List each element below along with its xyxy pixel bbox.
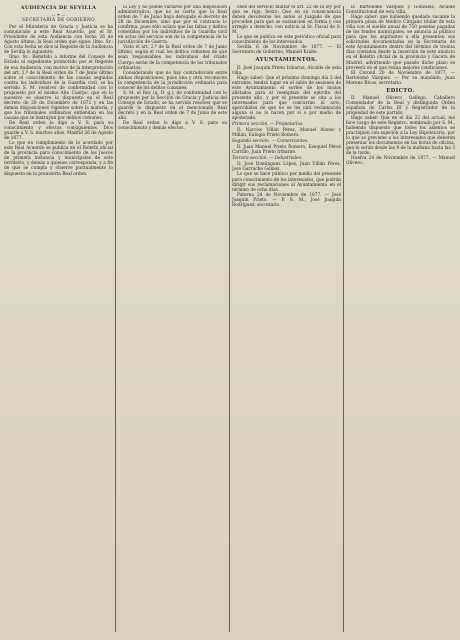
paragraph: la Ley y no puede variarse por una disposición administrativa; que no es cierto que la Real orden de 7 de Junio haya derogado el decreto de 28 de Diciembre, sino que por el contrario lo confirma, pues sólo aclara que las faltas y delitos cometidos por los individuos de la Guardia civil en actos del servicio son de la competencia de la jurisdicción de Guerra. bbox=[118, 5, 227, 46]
section-subheader: SECRETARÍA DE GOBIERNO bbox=[21, 18, 96, 24]
section-title-edicto: EDICTO. bbox=[386, 87, 415, 94]
paragraph: Visto el art. 2.º de la Real orden de 7 de Junio último, según el cual los delitos comunes de que sean responsables los individuos del citado Cuerpo serán de la competencia de los tribunales ordinarios; bbox=[118, 45, 227, 71]
section-header: AUDIENCIA DE SEVILLA bbox=[20, 5, 97, 11]
paragraph: De Real orden lo digo a V. S. para su conocimiento y efectos consiguientes. Dios guarde a V. S. muchos años. Madrid 26 de Agosto de 1877. bbox=[4, 121, 113, 142]
notice-body: Hago saber: que habiendo quedado vacante la primera plaza de Médico Cirujano titular de esta villa con el sueldo anual de 750 pesetas pagadas de los fondos municipales, se anuncia al público para que los aspirantes a ella presenten sus solicitudes documentadas en la Secretaría de este Ayuntamiento dentro del término de treinta días contados desde la inserción de este anuncio en el Boletín oficial de la provincia y Gaceta de Madrid, advirtiendo que pasado dicho plazo se proveerá en el que reúna mejores condiciones. bbox=[346, 15, 455, 71]
notice-body: Hago saber: Que el próximo domingo día 2 del entrante, tendrá lugar en el salón de sesiones de este Ayuntamiento el sorteo de los mozos alistados para el reemplazo del ejército del presente año, y por el presente se cita a los interesados para que concurran al acto, apercibidos de que no se les oirá reclamación alguna si no lo hacen por sí o por medio de apoderado. bbox=[232, 75, 341, 121]
paragraph: Lo que se hace público por medio del presente para conocimiento de los interesados, que podrán dirigir sus reclamaciones al Ayuntamiento en el término de ocho días. bbox=[232, 172, 341, 193]
ornament: — ❧ — bbox=[51, 12, 66, 18]
paragraph: De Real orden lo digo a V. S. para su conocimiento y demás efectos. bbox=[118, 121, 227, 132]
signature-line: El Coronil 20 de Noviembre de 1877. — Bartolomé Vázquez. — Por su mandado, Juan Moreno Rivas, secretario. bbox=[346, 70, 455, 86]
edict-intro: D. Manuel Olivero Gallego, Caballero Comendador de la Real y distinguida Orden española de Carlos III y Registrador de la propiedad de este partido. bbox=[346, 95, 455, 116]
notice-intro: D. José Joaquín Prieto Iribarne, Alcalde de esta villa. bbox=[232, 65, 341, 76]
entry-heading: Primera sección. — Propietarios. bbox=[232, 122, 304, 128]
signature-line: Paterna 24 de Noviembre de 1877. — José Joaquín Prieto. — P. S. M., José Joaquín Rodríguez, secretario. bbox=[232, 192, 341, 208]
signature-line: Huelva 24 de Noviembre de 1877. — Manuel Olivero. bbox=[346, 156, 455, 167]
edict-body: Hago saber: Que en el día 22 del actual, me hice cargo de este Registro, nombrado por S. M., habiendo dispuesto que todos los asientos se practiquen con sujeción a la Ley Hipotecaria, por lo que se previene a los interesados que deberán presentar los documentos en las horas de oficina, que lo serán desde las 9 de la mañana hasta las 3 de la tarde. bbox=[346, 115, 455, 157]
entry-names: D. Narciso Villán Pérez, Manuel Alonso y Millán, Eulogio Prieto Romero. bbox=[232, 128, 341, 139]
paragraph: Considerando que no hay contradicción entre ambas disposiciones, pues una y otra reconocen la competencia de la jurisdicción ordinaria para conocer de los delitos comunes; bbox=[118, 70, 227, 91]
column-1 bbox=[4, 5, 113, 634]
paragraph: Por el Ministerio de Gracia y Justicia se ha comunicado a este Real Acuerdo, por el Sr. Presidente de esta Audiencia con fecha 26 de Agosto último, la Real orden que sigue: Ilmo. Sr.: Con esta fecha se dice al Regente de la Audiencia de Sevilla lo siguiente: bbox=[4, 25, 113, 56]
paragraph: Ilmo. Sr.: Remitido a informe del Consejo de Estado el expediente promovido por el Regente de esa Audiencia, con motivo de la interpretación del art. 2.º de la Real orden de 7 de Junio último sobre el conocimiento de las causas seguidas contra los individuos de la Guardia civil, se ha servido S. M. resolver de conformidad con lo propuesto por el mismo Alto Cuerpo, que en lo sucesivo se observe lo dispuesto en el Real decreto de 28 de Diciembre de 1872 y en las demás disposiciones vigentes sobre la materia, y que los tribunales ordinarios entiendan en las causas que se instruyan por delitos comunes. bbox=[4, 55, 113, 121]
entry-heading: Segunda sección. — Comerciantes. bbox=[232, 139, 309, 145]
column-2 bbox=[118, 5, 227, 634]
paragraph: Lo que en cumplimiento de lo acordado por este Real Acuerdo se publica en el Boletín oficial de la provincia para conocimiento de los Jueces de primera instancia y municipales de este territorio, y demás a quienes corresponda, y a fin de que se cumpla y observe puntualmente lo dispuesto en la preinserta Real orden. bbox=[4, 141, 113, 177]
column-divider bbox=[115, 6, 116, 632]
signature-line: Sevilla 6 de Noviembre de 1877. — El Secretario de Gobierno, Manuel Krahe. bbox=[232, 45, 341, 56]
entry-names: D. José Domínguez López, Juan Villán Pérez, José Garrucho Gómez. bbox=[232, 162, 341, 173]
entry-heading: Tercera sección. — Industriales. bbox=[232, 156, 303, 162]
paragraph: S. M. el Rey (q. D. g.), de conformidad con lo propuesto por la Sección de Gracia y Justicia del Consejo de Estado, se ha servido resolver que se guarde lo dispuesto en el mencionado Real decreto y en la Real orden de 7 de Junio de este año. bbox=[118, 90, 227, 122]
column-divider bbox=[343, 6, 344, 632]
paragraph: Lo que se publica en este periódico oficial para conocimiento de los interesados. bbox=[232, 35, 341, 46]
entry-names: D. Juan Manuel Prieto Romero, Ezequiel Pérez Carrillo, Juan Prieto Iribarne. bbox=[232, 145, 341, 156]
section-title-ayuntamientos: AYUNTAMIENTOS. bbox=[255, 57, 318, 64]
column-4 bbox=[346, 5, 455, 634]
column-divider bbox=[229, 6, 230, 632]
notice-intro: D. Bartolomé Vázquez y Gonzalez, Alcalde Constitucional de esta villa. bbox=[346, 5, 455, 16]
paragraph: ches del servicio militar el art. 22 de la ley por que se rige; Sexto: Que en su consecuencia deben devolverse los autos al Juzgado de que proceden para que se sustancien en forma y con arreglo a derecho, con noticia al Sr. Fiscal de S. M. bbox=[232, 5, 341, 36]
column-3 bbox=[232, 5, 341, 634]
